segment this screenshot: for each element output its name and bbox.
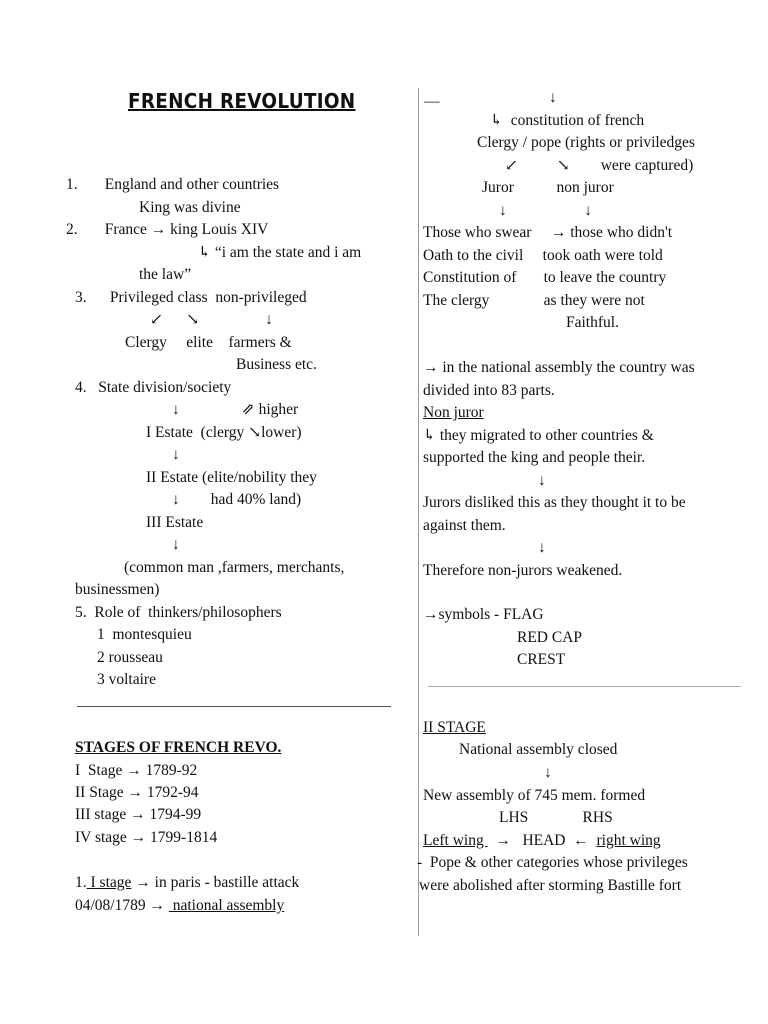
national-assembly-link-text: national assembly (168, 897, 285, 914)
right-line-20: Therefore non-jurors weakened. (423, 562, 623, 579)
date-line (75, 897, 284, 915)
left-line-6: 3. Privileged class non-privileged (75, 289, 307, 306)
right-line-12: → in the national assembly the country was (423, 359, 695, 376)
right-line-11: Faithful. (566, 314, 619, 331)
right-divider (428, 686, 741, 687)
left-wing-text: Left wing (423, 832, 488, 849)
right-line-15: supported the king and people their. (423, 449, 646, 466)
right-line-16: ↓ (538, 472, 546, 489)
left-line-11: ↓ ⇗ higher (172, 401, 299, 418)
stages-heading: STAGES OF FRENCH REVO. (75, 739, 282, 756)
right-line-17: Jurors disliked this as they thought it to be (423, 494, 686, 511)
left-line-19: businessmen) (75, 581, 160, 598)
stage1-line (75, 874, 299, 892)
right-line-2: ↳ constitution of french (490, 112, 645, 129)
left-line-1: 1. England and other countries (66, 176, 280, 193)
right-line-27: LHS RHS (499, 809, 613, 826)
left-line-7: ↙ ↘ ↓ (150, 311, 273, 328)
right-line-7: Those who swear → those who didn't (423, 224, 673, 241)
left-line-15: ↓ had 40% land) (172, 491, 302, 508)
right-line-18: against them. (423, 517, 506, 534)
right-line-10: The clergy as they were not (423, 292, 645, 309)
stage1-rest: → in paris - bastille attack (131, 874, 300, 891)
right-line-19: ↓ (538, 539, 546, 556)
left-divider (77, 706, 391, 707)
left-line-14: II Estate (elite/nobility they (146, 469, 317, 486)
left-line-23: 3 voltaire (97, 671, 156, 688)
head-text: → HEAD ← (487, 832, 597, 849)
right-line-9: Constitution of to leave the country (423, 269, 667, 286)
right-line-25: ↓ (544, 764, 552, 781)
stage1-label: I stage (86, 874, 132, 891)
right-line-4: ↙ ↘ were captured) (505, 157, 694, 174)
wing-line (423, 832, 661, 850)
right-top-dash: — (424, 93, 440, 110)
left-line-22: 2 rousseau (97, 649, 163, 666)
left-line-9: Business etc. (236, 356, 317, 373)
right-line-21: →symbols - FLAG (423, 606, 544, 623)
column-divider (418, 88, 419, 936)
right-line-26: New assembly of 745 mem. formed (423, 787, 646, 804)
left-line-20: 5. Role of thinkers/philosophers (75, 604, 282, 621)
right-line-1: ↓ (549, 89, 557, 106)
right-line-5: Juror non juror (482, 179, 614, 196)
left-line-18: (common man ,farmers, merchants, (124, 559, 345, 576)
right-line-28: - Pope & other categories whose privileges (417, 854, 688, 871)
stage-item: I Stage → 1789-92 (75, 762, 198, 779)
right-line-24: National assembly closed (459, 741, 618, 758)
left-line-4: ↳ “i am the state and i am (198, 244, 362, 261)
left-line-21: 1 montesquieu (97, 626, 192, 643)
stage2-heading: II STAGE (423, 719, 486, 736)
left-line-13: ↓ (172, 446, 180, 463)
right-line-14: ↳ they migrated to other countries & (423, 427, 654, 444)
date-text: 04/08/1789 → (75, 897, 169, 914)
page-title: FRENCH REVOLUTION (128, 89, 356, 113)
stage-item: III stage → 1794-99 (75, 806, 202, 823)
right-line-3: Clergy / pope (rights or priviledges (477, 134, 695, 151)
left-line-3: 2. France → king Louis XIV (66, 221, 269, 238)
right-line-13: divided into 83 parts. (423, 382, 555, 399)
stage-item: II Stage → 1792-94 (75, 784, 199, 801)
left-line-12: I Estate (clergy ↘lower) (146, 424, 302, 441)
left-line-5: the law” (139, 266, 192, 283)
left-line-8: Clergy elite farmers & (125, 334, 292, 351)
left-line-10: 4. State division/society (75, 379, 232, 396)
stage-item: IV stage → 1799-1814 (75, 829, 218, 846)
right-line-22: RED CAP (517, 629, 583, 646)
right-line-6: ↓ ↓ (499, 202, 592, 219)
right-wing-text: right wing (596, 832, 661, 849)
right-line-23: CREST (517, 651, 566, 668)
left-line-17: ↓ (172, 536, 180, 553)
right-line-8: Oath to the civil took oath were told (423, 247, 663, 264)
stage1-number: 1. (75, 874, 87, 891)
right-line-29: were abolished after storming Bastille fort (419, 877, 682, 894)
non-juror-heading: Non juror (423, 404, 484, 421)
left-line-16: III Estate (146, 514, 204, 531)
left-line-2: King was divine (139, 199, 241, 216)
